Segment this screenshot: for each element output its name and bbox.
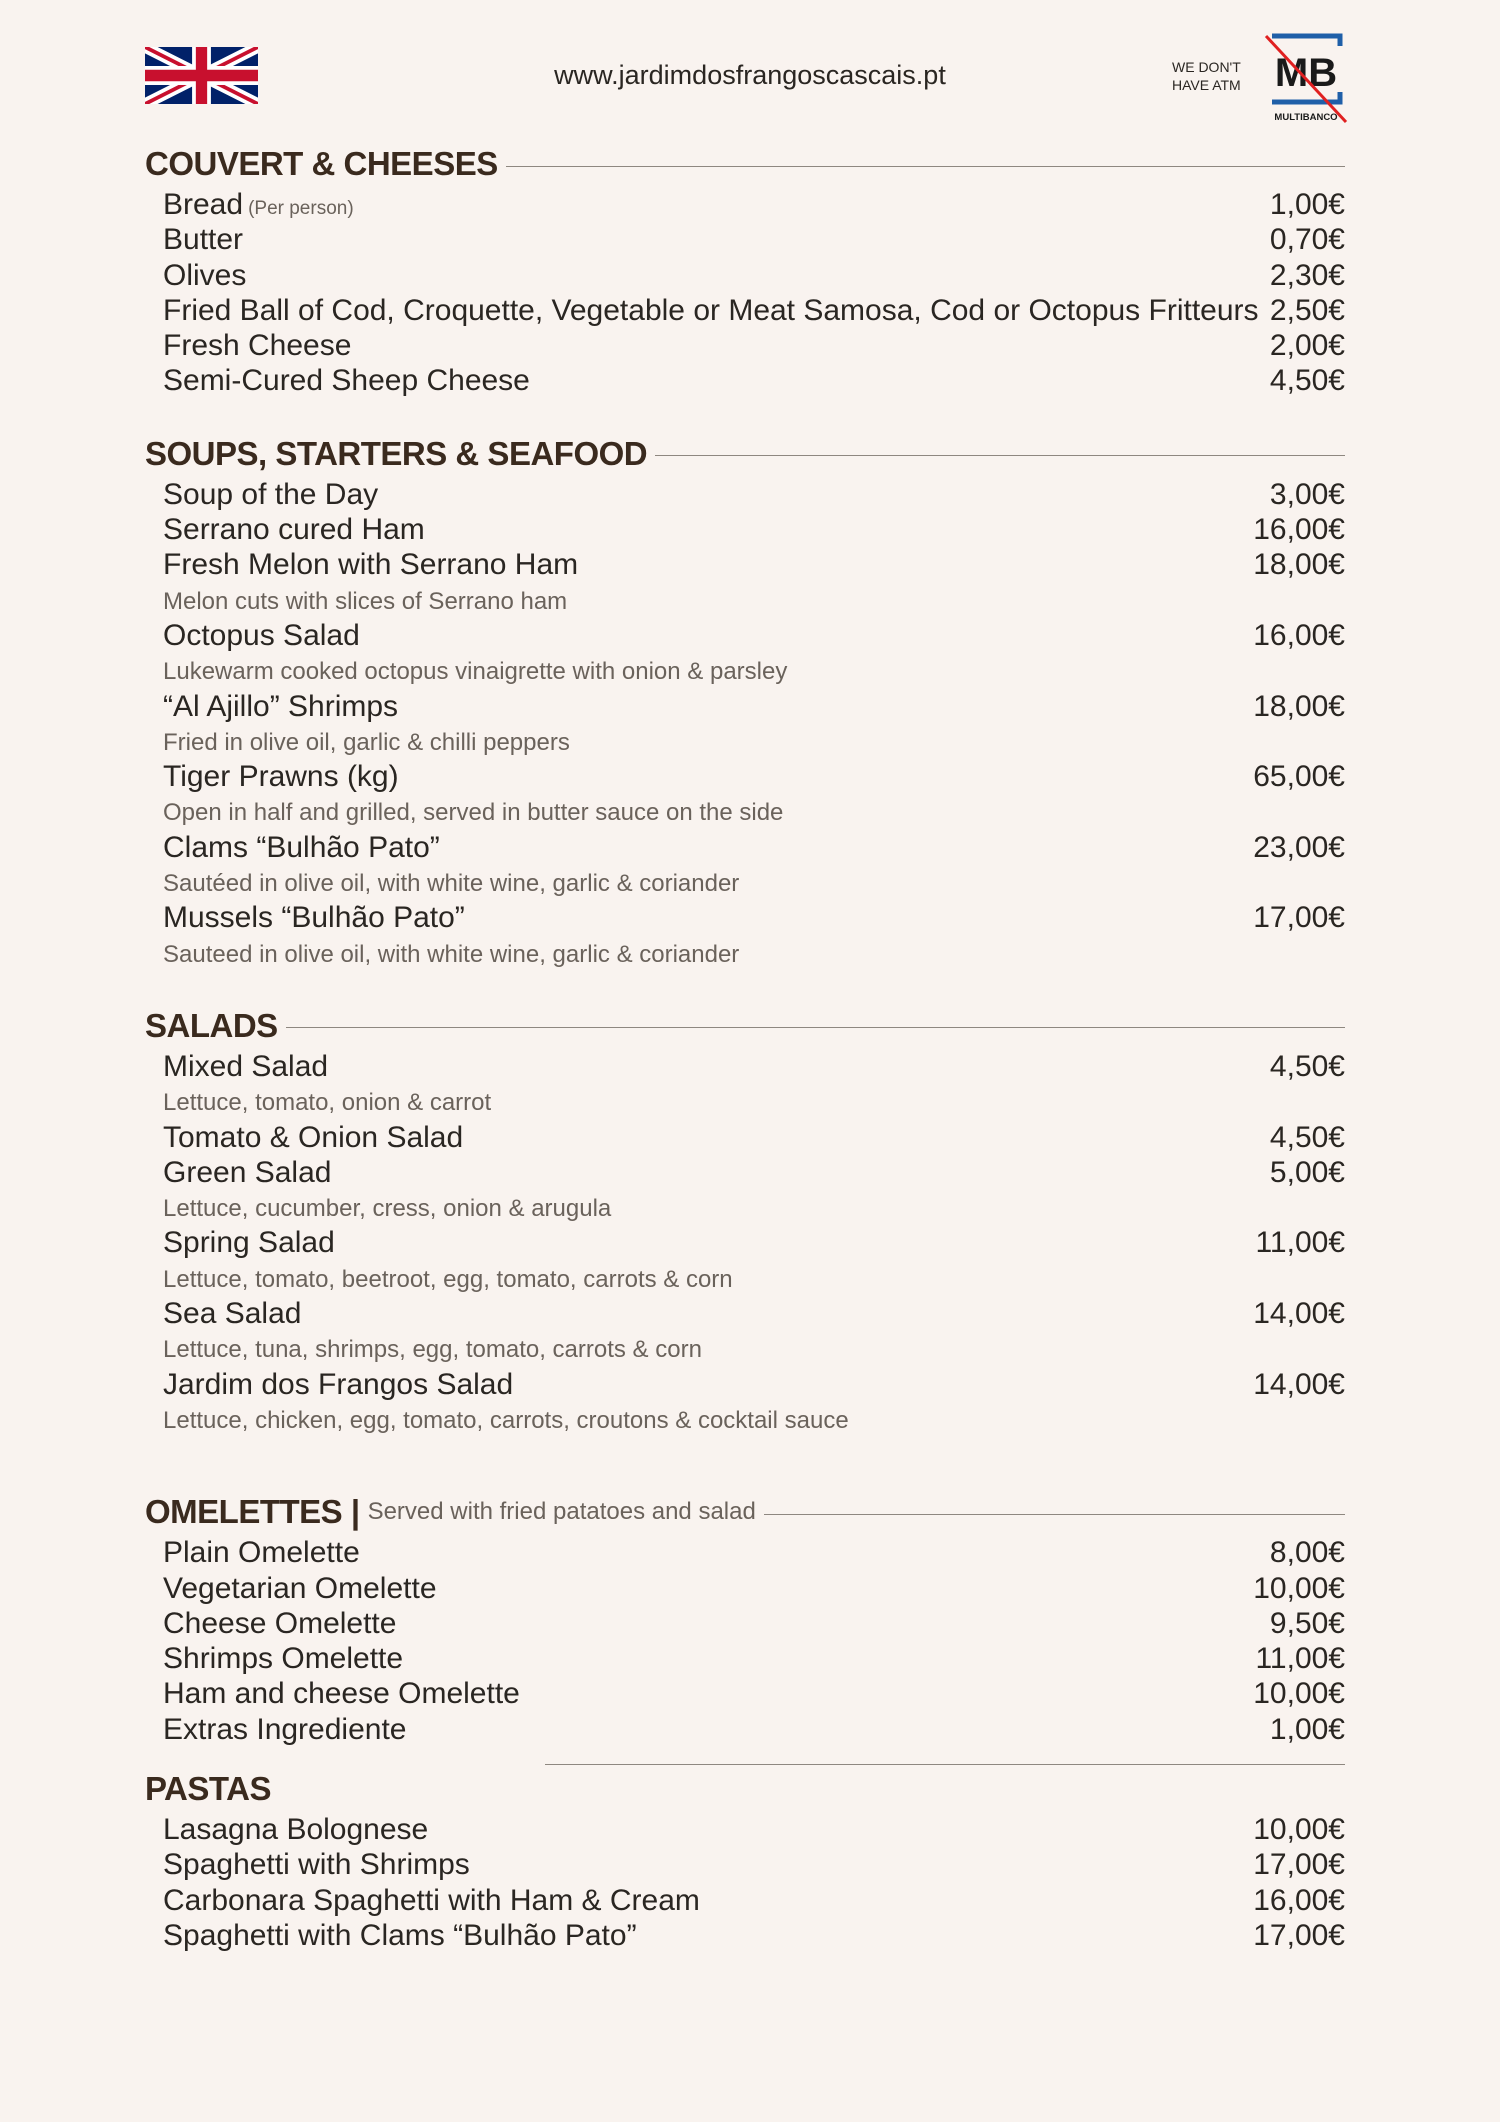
item-price: 10,00€ <box>1253 1812 1345 1846</box>
item-price: 17,00€ <box>1253 1918 1345 1952</box>
menu-item <box>163 223 1345 258</box>
item-price: 4,50€ <box>1269 364 1345 398</box>
item-price: 1,00€ <box>1269 1712 1345 1746</box>
item-name: Spaghetti with Clams “Bulhão Pato” <box>163 1918 637 1952</box>
item-price: 5,00€ <box>1269 1155 1345 1189</box>
item-price: 11,00€ <box>1255 1642 1345 1676</box>
menu-item <box>163 1572 1345 1607</box>
menu-item <box>163 1813 1345 1848</box>
section-title: PASTAS <box>145 1769 271 1807</box>
menu-item <box>163 1050 1345 1085</box>
item-name: Spaghetti with Shrimps <box>163 1848 470 1882</box>
item-name: Sea Salad <box>163 1297 302 1331</box>
item-description: Melon cuts with slices of Serrano ham <box>163 587 568 615</box>
menu-item <box>163 619 1345 654</box>
item-price: 18,00€ <box>1253 689 1345 723</box>
item-name: Plain Omelette <box>163 1536 360 1570</box>
item-description: Lettuce, tomato, onion & carrot <box>163 1089 492 1117</box>
multibanco-logo-caption: MULTIBANCO <box>1274 112 1338 123</box>
section-title: SALADS <box>145 1006 278 1044</box>
section-divider <box>506 166 1345 167</box>
item-name: Shrimps Omelette <box>163 1642 404 1676</box>
item-description: Lettuce, chicken, egg, tomato, carrots, croutons & cocktail sauce <box>163 1406 849 1434</box>
item-name: Semi-Cured Sheep Cheese <box>163 364 530 398</box>
item-description: Lettuce, tomato, beetroot, egg, tomato, carrots & corn <box>163 1265 733 1293</box>
item-price: 10,00€ <box>1253 1677 1345 1711</box>
item-price: 65,00€ <box>1253 760 1345 794</box>
item-description: Lettuce, tuna, shrimps, egg, tomato, carrots & corn <box>163 1336 702 1364</box>
section-divider <box>286 1027 1345 1028</box>
item-price: 2,50€ <box>1269 293 1345 327</box>
item-price: 14,00€ <box>1253 1297 1345 1331</box>
item-description: Fried in olive oil, garlic & chilli peppers <box>163 728 570 756</box>
menu-item <box>163 513 1345 548</box>
item-name: Butter <box>163 223 244 257</box>
menu-item <box>163 548 1345 583</box>
section-divider <box>764 1514 1345 1515</box>
item-price: 3,00€ <box>1269 477 1345 511</box>
page-header <box>0 0 1500 130</box>
item-price: 11,00€ <box>1255 1226 1345 1260</box>
menu-item <box>163 329 1345 364</box>
menu-item <box>163 690 1345 725</box>
menu-item <box>163 1156 1345 1191</box>
menu-item <box>163 1713 1345 1748</box>
item-price: 16,00€ <box>1253 513 1345 547</box>
item-name: Green Salad <box>163 1155 332 1189</box>
item-price: 10,00€ <box>1253 1571 1345 1605</box>
menu <box>145 140 1345 1954</box>
item-description: Sautéed in olive oil, with white wine, garlic & coriander <box>163 870 740 898</box>
menu-item <box>163 1677 1345 1712</box>
section-header <box>145 1488 1345 1536</box>
menu-item <box>163 1297 1345 1332</box>
item-description: Open in half and grilled, served in butter sauce on the side <box>163 799 784 827</box>
no-atm-line-2: HAVE ATM <box>1172 77 1241 93</box>
item-price: 9,50€ <box>1269 1606 1345 1640</box>
item-name: Fresh Cheese <box>163 329 352 363</box>
item-price: 17,00€ <box>1253 901 1345 935</box>
menu-item <box>163 259 1345 294</box>
item-price: 2,30€ <box>1269 258 1345 292</box>
menu-item <box>163 1368 1345 1403</box>
menu-item <box>163 1536 1345 1571</box>
section-subtitle: Served with fried patatoes and salad <box>367 1498 756 1526</box>
item-name: Carbonara Spaghetti with Ham & Cream <box>163 1883 700 1917</box>
item-note: (Per person) <box>248 198 354 219</box>
section-divider <box>655 455 1345 456</box>
section-soups-starters-seafood <box>145 430 1345 972</box>
item-name: Clams “Bulhão Pato” <box>163 830 440 864</box>
menu-item <box>163 1884 1345 1919</box>
section-header <box>145 430 1345 478</box>
item-name: “Al Ajillo” Shrimps <box>163 689 399 723</box>
menu-item <box>163 901 1345 936</box>
section-title: SOUPS, STARTERS & SEAFOOD <box>145 434 648 472</box>
item-price: 1,00€ <box>1269 188 1345 221</box>
section-title: COUVERT & CHEESES <box>145 145 498 182</box>
item-name: Mussels “Bulhão Pato” <box>163 901 465 935</box>
menu-item <box>163 1121 1345 1156</box>
menu-item <box>163 831 1345 866</box>
multibanco-logo-text: MB <box>1274 51 1338 95</box>
item-name: Mixed Salad <box>163 1049 329 1083</box>
item-description: Lukewarm cooked octopus vinaigrette with onion & parsley <box>163 658 788 686</box>
no-atm-line-1: WE DON'T <box>1172 59 1241 75</box>
menu-item <box>163 188 1345 223</box>
item-description: Sauteed in olive oil, with white wine, garlic & coriander <box>163 940 740 968</box>
item-name: Jardim dos Frangos Salad <box>163 1367 514 1401</box>
menu-item <box>163 1226 1345 1261</box>
item-name: Olives <box>163 258 247 292</box>
item-name: Spring Salad <box>163 1226 335 1260</box>
item-name: Ham and cheese Omelette <box>163 1677 520 1711</box>
item-price: 16,00€ <box>1253 1883 1345 1917</box>
item-name: Fried Ball of Cod, Croquette, Vegetable or Meat Samosa, Cod or Octopus Fritteurs <box>163 293 1259 327</box>
menu-item <box>163 760 1345 795</box>
section-salads <box>145 1002 1345 1438</box>
item-name: Tomato & Onion Salad <box>163 1120 464 1154</box>
item-name: Lasagna Bolognese <box>163 1812 429 1846</box>
no-atm-notice <box>1172 58 1241 94</box>
item-description: Lettuce, cucumber, cress, onion & arugula <box>163 1195 612 1223</box>
item-price: 2,00€ <box>1269 329 1345 363</box>
item-name: Bread <box>163 188 244 221</box>
section-header <box>145 1002 1345 1050</box>
item-name: Soup of the Day <box>163 477 379 511</box>
menu-item <box>163 1919 1345 1954</box>
item-name: Extras Ingrediente <box>163 1712 407 1746</box>
item-price: 0,70€ <box>1269 223 1345 257</box>
item-name: Serrano cured Ham <box>163 513 425 547</box>
section-omelettes <box>145 1488 1345 1748</box>
section-header <box>145 1765 1345 1813</box>
item-name: Tiger Prawns (kg) <box>163 760 399 794</box>
item-name: Fresh Melon with Serrano Ham <box>163 548 579 582</box>
item-price: 4,50€ <box>1269 1120 1345 1154</box>
menu-item <box>163 294 1345 329</box>
section-couvert <box>145 140 1345 400</box>
item-name: Octopus Salad <box>163 618 360 652</box>
menu-item <box>163 1848 1345 1883</box>
item-price: 17,00€ <box>1253 1848 1345 1882</box>
menu-item <box>163 364 1345 399</box>
menu-item <box>163 1607 1345 1642</box>
item-name: Vegetarian Omelette <box>163 1571 437 1605</box>
section-title: OMELETTES | <box>145 1493 360 1531</box>
item-price: 14,00€ <box>1253 1367 1345 1401</box>
multibanco-crossed-icon <box>1262 30 1350 126</box>
item-price: 8,00€ <box>1269 1536 1345 1570</box>
menu-item <box>163 1642 1345 1677</box>
item-price: 18,00€ <box>1253 548 1345 582</box>
item-price: 16,00€ <box>1253 618 1345 652</box>
item-price: 4,50€ <box>1269 1049 1345 1083</box>
item-price: 23,00€ <box>1253 830 1345 864</box>
item-name: Cheese Omelette <box>163 1606 397 1640</box>
section-header <box>145 140 1345 188</box>
menu-item <box>163 478 1345 513</box>
section-pastas <box>145 1765 1345 1954</box>
website-url[interactable]: www.jardimdosfrangoscascais.pt <box>554 60 946 90</box>
